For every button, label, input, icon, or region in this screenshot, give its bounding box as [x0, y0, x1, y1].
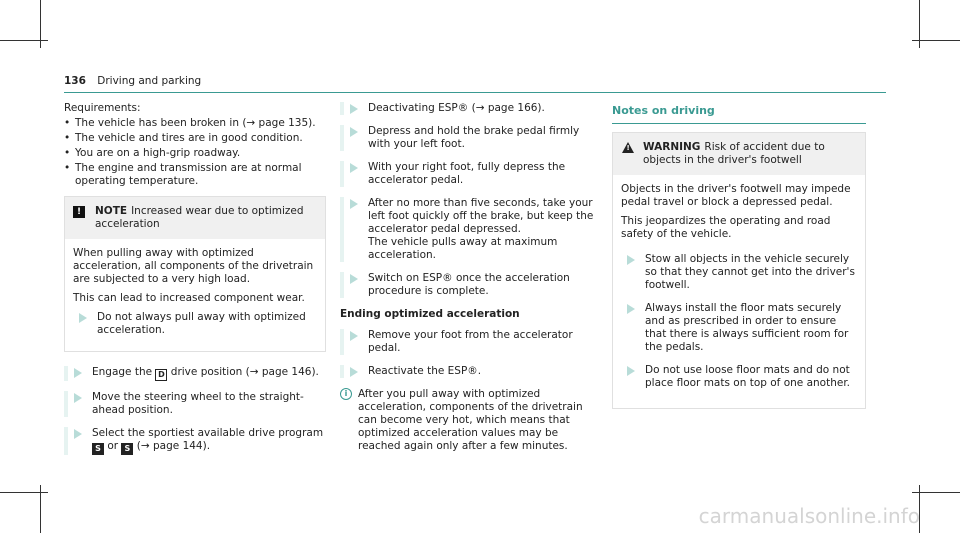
step-text: With your right foot, fully depress the accelerator pedal.	[368, 161, 566, 186]
step	[340, 197, 598, 262]
page-title: Driving and parking	[97, 75, 202, 87]
warning-text: This jeopardizes the operating and road safety of the vehicle.	[621, 215, 831, 240]
step-arrow-icon	[350, 199, 358, 209]
step-text: After no more than five seconds, take your left foot quickly off the brake, but keep the accelerator pedal depressed.	[368, 197, 594, 235]
step	[73, 311, 317, 337]
step-arrow-icon	[350, 104, 358, 114]
warning-exclamation-icon: !	[626, 144, 630, 152]
warning-header	[613, 133, 865, 175]
list-item: • The engine and transmission are at normal operating temperature.	[64, 162, 326, 188]
step-text: or	[107, 440, 119, 452]
step-text: Do not use loose floor mats and do not place floor mats on top of one another.	[645, 364, 851, 389]
step	[340, 365, 598, 378]
list-item: • The vehicle has been broken in (→ page 135).	[64, 117, 326, 130]
note-label: NOTE	[95, 205, 128, 217]
step-arrow-icon	[79, 313, 87, 323]
page-number: 136	[64, 75, 86, 87]
step-text: Reactivate the ESP®.	[368, 365, 482, 377]
crop-mark	[912, 492, 960, 493]
step-arrow-icon	[74, 393, 82, 403]
ending-heading: Ending optimized acceleration	[340, 308, 520, 320]
step-arrow-icon	[350, 274, 358, 284]
step-text: Stow all objects in the vehicle securely so that they cannot get into the driver's footwell.	[645, 253, 855, 291]
warning-text: Objects in the driver's footwell may impede pedal travel or block a depressed pedal.	[621, 183, 851, 208]
warning-body	[613, 175, 865, 408]
step-text: Engage the	[92, 366, 153, 378]
step	[621, 302, 857, 354]
note-box	[64, 196, 326, 352]
list-item: • You are on a high-grip roadway.	[64, 147, 326, 160]
exclamation-icon: !	[73, 206, 85, 218]
note-title: Increased wear due to optimized acceleration	[95, 205, 304, 230]
crop-mark	[0, 40, 48, 41]
step	[340, 329, 598, 355]
step-arrow-icon	[350, 367, 358, 377]
step-text: (→ page 144).	[136, 440, 211, 452]
step	[340, 161, 598, 187]
step-arrow-icon	[350, 163, 358, 173]
step	[621, 364, 857, 390]
column-2	[340, 102, 598, 453]
drive-key-icon: D	[155, 369, 167, 381]
step	[64, 427, 326, 455]
step	[621, 253, 857, 292]
step-result: The vehicle pulls away at maximum acceleration.	[368, 236, 558, 261]
step-text: drive position (→ page 146).	[170, 366, 319, 378]
crop-mark	[912, 40, 960, 41]
list-item: • The vehicle and tires are in good condition.	[64, 132, 326, 145]
sport-plus-key-icon: S	[92, 443, 104, 455]
step-text: Remove your foot from the accelerator pedal.	[368, 329, 573, 354]
note-header	[65, 197, 325, 239]
step-text: Switch on ESP® once the acceleration procedure is complete.	[368, 272, 570, 297]
step-arrow-icon	[627, 366, 635, 376]
step-arrow-icon	[74, 368, 82, 378]
step-text: Deactivating ESP® (→ page 166).	[368, 102, 545, 114]
step-text: Move the steering wheel to the straight-ahead position.	[92, 391, 304, 416]
step	[340, 125, 598, 151]
step	[64, 366, 326, 381]
note-body	[65, 239, 325, 351]
step-text: Depress and hold the brake pedal firmly with your left foot.	[368, 125, 580, 150]
step-text: Always install the floor mats securely and as prescribed in order to ensure that there is always sufficient room for the pedals.	[645, 302, 849, 353]
step-arrow-icon	[627, 304, 635, 314]
header-rule	[64, 92, 886, 93]
warning-box	[612, 132, 866, 409]
info-icon: i	[340, 388, 352, 400]
warning-label: WARNING	[643, 141, 701, 153]
step	[340, 102, 598, 115]
step	[64, 391, 326, 417]
step-arrow-icon	[627, 255, 635, 265]
warning-title: Risk of accident due to objects in the driver's footwell	[643, 141, 825, 166]
step-arrow-icon	[350, 127, 358, 137]
step-text: Select the sportiest available drive program	[92, 427, 324, 439]
column-3	[612, 102, 866, 409]
info-note	[340, 388, 598, 453]
column-1	[64, 102, 326, 465]
step-text: Do not always pull away with optimized acceleration.	[97, 311, 306, 336]
crop-mark	[0, 492, 48, 493]
note-text: When pulling away with optimized acceleration, all components of the drivetrain are subjected to a very high load.	[73, 247, 314, 285]
requirements-list	[64, 117, 326, 188]
note-text: This can lead to increased component wear.	[73, 292, 305, 304]
section-title: Notes on driving	[612, 102, 866, 124]
step-arrow-icon	[74, 429, 82, 439]
info-text: After you pull away with optimized acceleration, components of the drivetrain can become very hot, which means that optimized acceleration values may be reached again only after a few minutes.	[358, 388, 583, 452]
step	[340, 272, 598, 298]
page-header	[64, 75, 201, 88]
watermark: carmanualsonline.info	[698, 504, 920, 528]
sport-key-icon: S	[121, 443, 133, 455]
requirements-label: Requirements:	[64, 102, 141, 114]
step-arrow-icon	[350, 331, 358, 341]
